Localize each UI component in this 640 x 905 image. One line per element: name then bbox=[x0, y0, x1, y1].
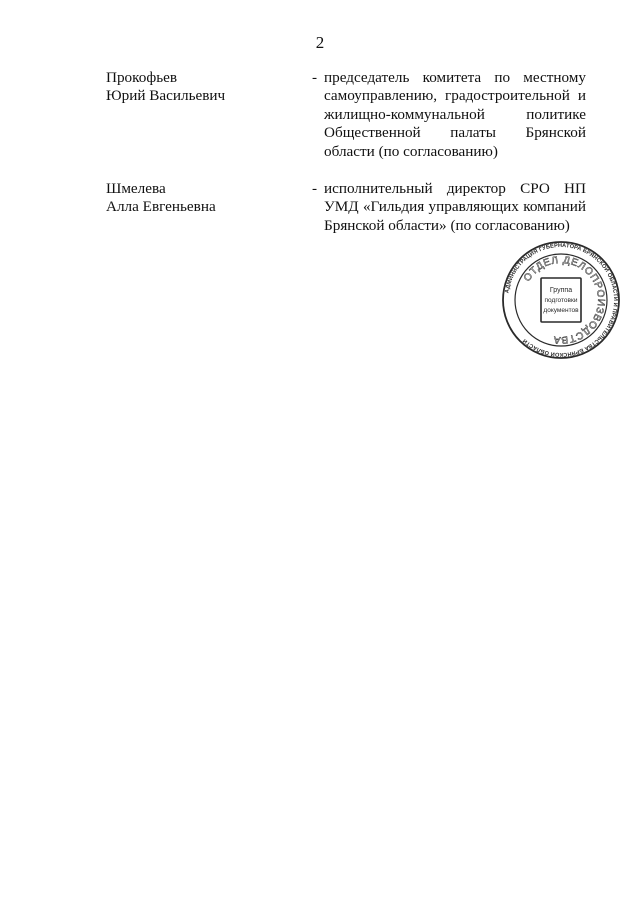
stamp-center-line-2: подготовки bbox=[544, 297, 578, 304]
member-given-names: Юрий Васильевич bbox=[106, 87, 226, 105]
member-name bbox=[106, 69, 296, 106]
stamp-outer-text: АДМИНИСТРАЦИЯ ГУБЕРНАТОРА БРЯНСКОЙ ОБЛАСТИ И ПРАВИТЕЛЬСТВА БРЯНСКОЙ ОБЛАСТИ bbox=[504, 242, 619, 358]
member-position: исполнительный директор СРО НП УМД «Гильдия управляющих компаний Брянской области» (по согласованию) bbox=[324, 180, 586, 234]
page-number: 2 bbox=[315, 33, 325, 52]
member-surname: Прокофьев bbox=[106, 69, 178, 86]
member-surname: Шмелева bbox=[106, 180, 166, 197]
office-stamp bbox=[502, 241, 620, 359]
dash-separator: - bbox=[312, 180, 318, 197]
stamp-center-line-1: Группа bbox=[549, 287, 573, 294]
stamp-seal-graphic bbox=[502, 241, 620, 359]
member-position: председатель комитета по местному самоуправлению, градостроительной и жилищно-коммунальной политике Общественной палаты Брянской области (по согласованию) bbox=[324, 69, 586, 160]
dash-separator: - bbox=[312, 69, 318, 86]
stamp-center-line-3: документов bbox=[543, 307, 579, 314]
member-name bbox=[106, 180, 296, 217]
stamp-inner-text: ОТДЕЛ ДЕЛОПРОИЗВОДСТВА bbox=[521, 254, 607, 346]
member-given-names: Алла Евгеньевна bbox=[106, 198, 216, 216]
